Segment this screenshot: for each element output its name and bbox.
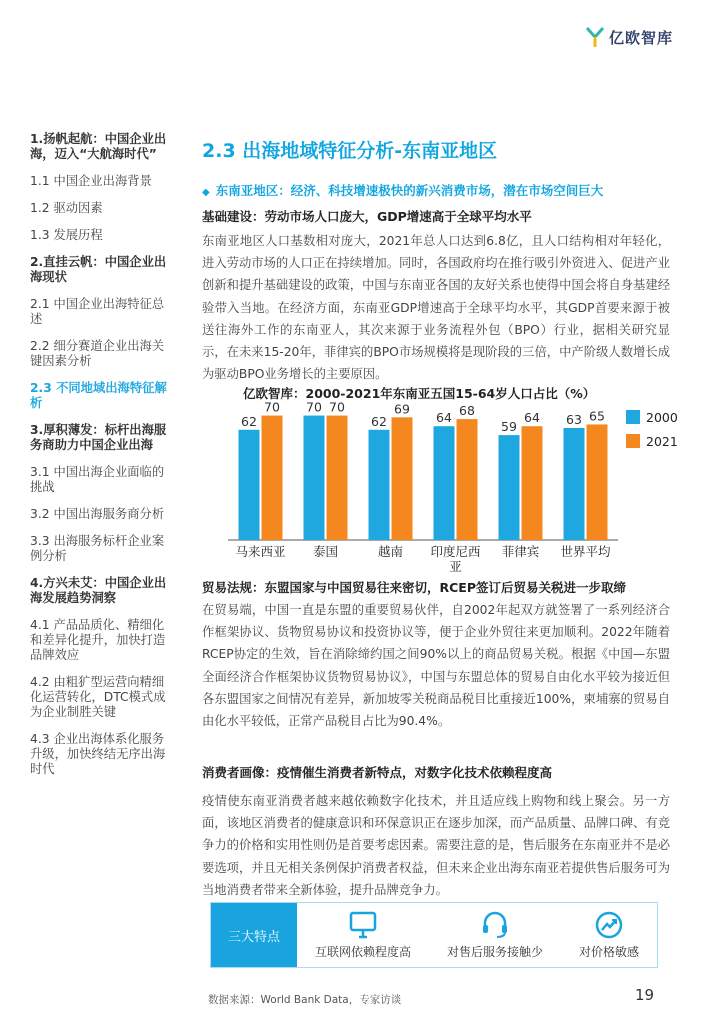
category-label: 马来西亚 bbox=[235, 544, 286, 559]
feature-internet bbox=[315, 911, 411, 960]
data-label: 64 bbox=[436, 410, 452, 426]
data-label: 62 bbox=[371, 413, 387, 429]
toc-item[interactable]: 4.3 企业出海体系化服务升级，加快终结无序出海时代 bbox=[30, 732, 166, 776]
brand-name: 亿欧智库 bbox=[609, 28, 674, 47]
toc-sidebar bbox=[30, 132, 172, 789]
population-chart bbox=[202, 399, 678, 580]
toc-section[interactable]: 2.直挂云帆：中国企业出海现状 bbox=[30, 255, 167, 284]
trend-up-icon bbox=[594, 911, 624, 939]
bar-2021 bbox=[327, 416, 348, 540]
category-label: 亚 bbox=[449, 559, 462, 574]
paragraph-infrastructure: 东南亚地区人口基数相对庞大，2021年总人口达到6.8亿，且人口结构相对年轻化，进入劳动市场的人口正在持续增加。同时，各国政府均在推行吸引外资进入、促进产业创新和提升基础建设的政策，中国与东南亚各国的友好关系也使得中国会将自身基建经验带入当地。在经济方面，东南亚GDP增速高于全球平均水平，其GDP首要来源于被送往海外工作的东南亚人，其次来源于业务流程外包（BPO）行业，据相关研究显示，在未来15-20年，菲律宾的BPO市场规模将是现阶段的三倍，中产阶级人数增长成为驱动BPO业务增长的主要原因。 bbox=[202, 234, 670, 382]
subheading-trade: 贸易法规：东盟国家与中国贸易往来密切，RCEP签订后贸易关税进一步取缔 bbox=[202, 580, 627, 595]
toc-item[interactable]: 2.2 细分赛道企业出海关键因素分析 bbox=[30, 339, 165, 368]
bar-2000 bbox=[304, 416, 325, 540]
data-label: 59 bbox=[501, 419, 517, 435]
legend-label: 2000 bbox=[646, 410, 678, 425]
legend-label: 2021 bbox=[646, 434, 678, 449]
paragraph-consumer: 疫情使东南亚消费者越来越依赖数字化技术，并且适应线上购物和线上聚会。另一方面，该地区消费者的健康意识和环保意识正在逐步加深，而产品质量、品牌口碑、有竞争力的价格和实用性则仍是首要考虑因素。需要注意的是，售后服务在东南亚并不是必要选项，并且无相关条例保护消费者权益，但未来企业出海东南亚若提供售后服务可为当地消费者带来全新体验，提升品牌竞争力。 bbox=[202, 794, 670, 897]
data-label: 63 bbox=[566, 412, 582, 427]
logo-mark-icon bbox=[585, 26, 605, 48]
lead-heading bbox=[202, 181, 603, 199]
monitor-icon bbox=[348, 911, 378, 939]
page-title: 2.3 出海地域特征分析-东南亚地区 bbox=[202, 140, 498, 162]
category-label: 世界平均 bbox=[560, 544, 611, 559]
paragraph-trade: 在贸易端，中国一直是东盟的重要贸易伙伴，自2002年起双方就签署了一系列经济合作框架协议、货物贸易协议和投资协议等，便于企业外贸往来更加顺利。2022年随着RCEP协定的生效，旨在消除缔约国之间90%以上的商品贸易关税。根据《中国—东盟全面经济合作框架协议货物贸易协议》，中国与东盟总体的贸易自由化水平较为接近但各东盟国家之间情况有差异，新加坡零关税商品税目比重接近100%，柬埔寨的贸易自由化水平较低，正常产品税目占比为90.4%。 bbox=[202, 603, 670, 729]
legend-swatch bbox=[626, 434, 640, 448]
toc-item[interactable]: 3.3 出海服务标杆企业案例分析 bbox=[30, 534, 165, 563]
data-label: 70 bbox=[329, 399, 345, 415]
category-label: 印度尼西 bbox=[430, 544, 481, 559]
toc-item[interactable]: 2.1 中国企业出海特征总述 bbox=[30, 297, 165, 326]
page-number: 19 bbox=[635, 986, 655, 1004]
diamond-icon: ◆ bbox=[202, 187, 210, 198]
subheading-consumer: 消费者画像：疫情催生消费者新特点，对数字化技术依赖程度高 bbox=[202, 765, 553, 780]
data-label: 64 bbox=[524, 410, 540, 426]
bar-2021 bbox=[457, 419, 478, 540]
feature-price bbox=[579, 911, 639, 960]
chart-title: 亿欧智库：2000-2021年东南亚五国15-64岁人口占比（%） bbox=[243, 386, 596, 401]
features-label: 三大特点 bbox=[211, 903, 297, 967]
toc-item[interactable]: 3.1 中国出海企业面临的挑战 bbox=[30, 465, 165, 494]
bar-2021 bbox=[522, 426, 543, 540]
toc-item[interactable]: 1.1 中国企业出海背景 bbox=[30, 174, 152, 188]
category-label: 泰国 bbox=[312, 544, 339, 559]
bar-2000 bbox=[499, 435, 520, 540]
bar-2000 bbox=[239, 430, 260, 540]
headset-icon bbox=[480, 911, 510, 939]
bar-2000 bbox=[564, 428, 585, 540]
data-label: 68 bbox=[459, 403, 475, 419]
subheading-infrastructure: 基础建设：劳动市场人口庞大，GDP增速高于全球平均水平 bbox=[202, 209, 532, 224]
toc-item[interactable]: 4.2 由粗犷型运营向精细化运营转化，DTC模式成为企业制胜关键 bbox=[30, 675, 166, 719]
bar-2000 bbox=[434, 426, 455, 540]
features-box bbox=[210, 902, 658, 968]
bar-2021 bbox=[587, 424, 608, 540]
toc-section[interactable]: 3.厚积薄发：标杆出海服务商助力中国企业出海 bbox=[30, 423, 167, 452]
data-label: 70 bbox=[264, 399, 280, 415]
data-label: 69 bbox=[394, 401, 410, 417]
data-source: 数据来源：World Bank Data，专家访谈 bbox=[208, 994, 402, 1006]
feature-aftersales bbox=[447, 911, 543, 960]
toc-item[interactable]: 1.3 发展历程 bbox=[30, 228, 103, 242]
legend-swatch bbox=[626, 410, 640, 424]
toc-item[interactable]: 4.1 产品品质化、精细化和差异化提升，加快打造品牌效应 bbox=[30, 618, 166, 662]
data-label: 65 bbox=[589, 408, 605, 424]
toc-section[interactable]: 4.方兴未艾：中国企业出海发展趋势洞察 bbox=[30, 576, 167, 605]
toc-item[interactable]: 3.2 中国出海服务商分析 bbox=[30, 507, 165, 521]
feature-price-label: 对价格敏感 bbox=[578, 944, 639, 959]
bar-2000 bbox=[369, 430, 390, 540]
toc-section[interactable]: 1.扬帆起航：中国企业出海，迈入“大航海时代” bbox=[30, 132, 167, 161]
toc-item[interactable]: 1.2 驱动因素 bbox=[30, 201, 103, 215]
feature-aftersales-label: 对售后服务接触少 bbox=[446, 944, 543, 959]
toc-item-active[interactable]: 2.3 不同地域出海特征解析 bbox=[30, 381, 167, 410]
bar-2021 bbox=[392, 417, 413, 540]
data-label: 62 bbox=[241, 413, 257, 429]
bar-2021 bbox=[262, 416, 283, 540]
category-label: 越南 bbox=[377, 544, 404, 559]
feature-internet-label: 互联网依赖程度高 bbox=[314, 944, 411, 959]
brand-logo bbox=[585, 26, 673, 48]
category-label: 菲律宾 bbox=[501, 544, 540, 559]
lead-text: 东南亚地区：经济、科技增速极快的新兴消费市场，潜在市场空间巨大 bbox=[215, 183, 604, 198]
data-label: 70 bbox=[306, 399, 322, 415]
